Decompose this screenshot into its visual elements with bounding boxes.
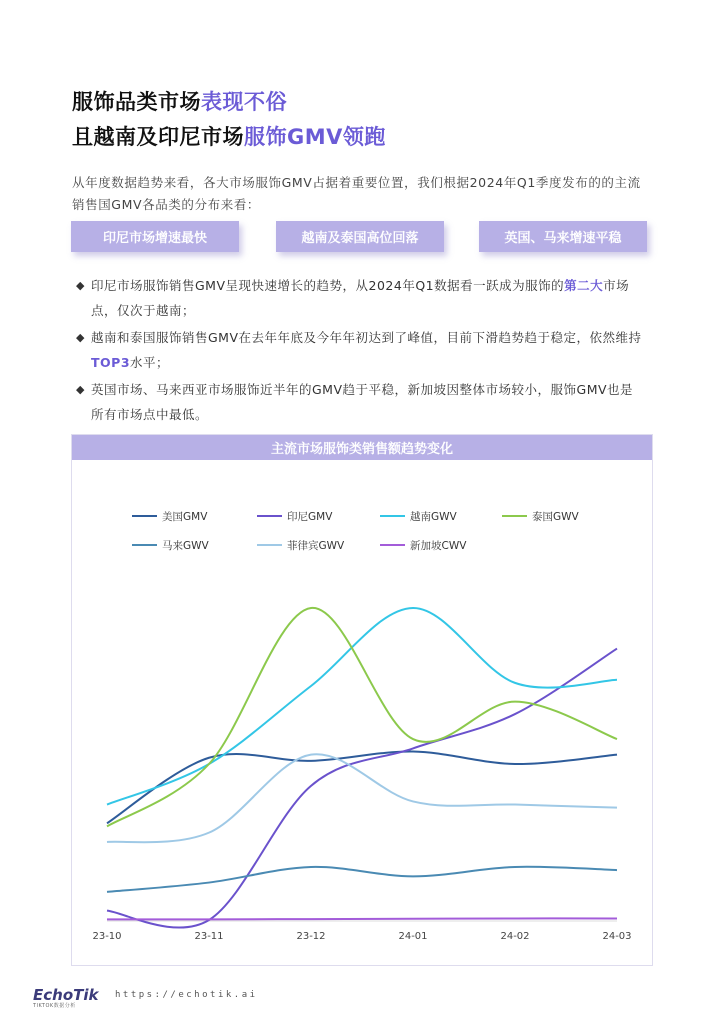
legend-label: 菲律宾GWV [287,540,345,552]
page-title-line1 [72,86,287,116]
x-tick-label: 24-03 [602,931,632,942]
bullet-list [76,273,646,429]
diamond-icon: ◆ [76,331,85,344]
bullet-text: 印尼市场服饰销售GMV呈现快速增长的趋势，从2024年Q1数据看一跃成为服饰的 [91,278,565,293]
series-line [107,867,617,892]
x-tick-label: 23-11 [194,931,224,942]
bullet-item [76,325,646,375]
intro-paragraph: 从年度数据趋势来看，各大市场服饰GMV占据着重要位置，我们根据2024年Q1季度发布的的主流销售国GMV各品类的分布来看： [72,175,641,212]
x-tick-label: 23-10 [92,931,122,942]
title-plain: 且越南及印尼市场 [72,125,244,149]
title-plain: 服饰品类市场 [72,90,201,114]
logo-text: EchoTik [33,986,99,1004]
chart-title: 主流市场服饰类销售额趋势变化 [72,435,652,460]
legend-label: 越南GWV [410,511,457,523]
legend-label: 美国GMV [162,511,208,523]
x-tick-label: 24-01 [398,931,428,942]
bullet-text-end: 市场点，仅次于越南； [91,278,630,318]
line-chart [72,435,652,965]
tag-vietnam-thailand: 越南及泰国高位回落 [276,221,444,252]
legend-label: 马来GWV [162,540,209,552]
tag-uk-malaysia: 英国、马来增速平稳 [479,221,647,252]
tag-indonesia: 印尼市场增速最快 [71,221,239,252]
series-line [107,754,617,842]
bullet-text-end: 水平； [130,355,170,370]
bullet-text: 越南和泰国服饰销售GMV在去年年底及今年年初达到了峰值，目前下滑趋势趋于稳定，依然维持 [91,330,642,345]
series-line [107,608,617,827]
legend-label: 印尼GMV [287,511,333,523]
x-tick-label: 23-12 [296,931,326,942]
title-highlight: 表现不俗 [201,90,287,114]
echotik-logo [33,986,98,1009]
bullet-item [76,377,646,427]
legend-label: 泰国GWV [532,511,579,523]
series-line [107,918,617,919]
diamond-icon: ◆ [76,383,85,396]
logo-subtext: TIKTOK数据分析 [33,1003,76,1009]
diamond-icon: ◆ [76,279,85,292]
bullet-emphasis: 第二大 [564,278,604,293]
x-tick-label: 24-02 [500,931,530,942]
legend-label: 新加坡CWV [410,540,467,552]
page-title-line2 [72,121,386,151]
bullet-text: 英国市场、马来西亚市场服饰近半年的GMV趋于平稳，新加坡因整体市场较小，服饰GMV也是所有市场点中最低。 [91,382,634,422]
title-highlight: 服饰GMV领跑 [244,125,386,149]
footer-url: https://echotik.ai [115,990,258,1000]
series-line [107,751,617,823]
bullet-item [76,273,646,323]
chart-panel [71,434,653,966]
bullet-emphasis: TOP3 [91,355,131,370]
